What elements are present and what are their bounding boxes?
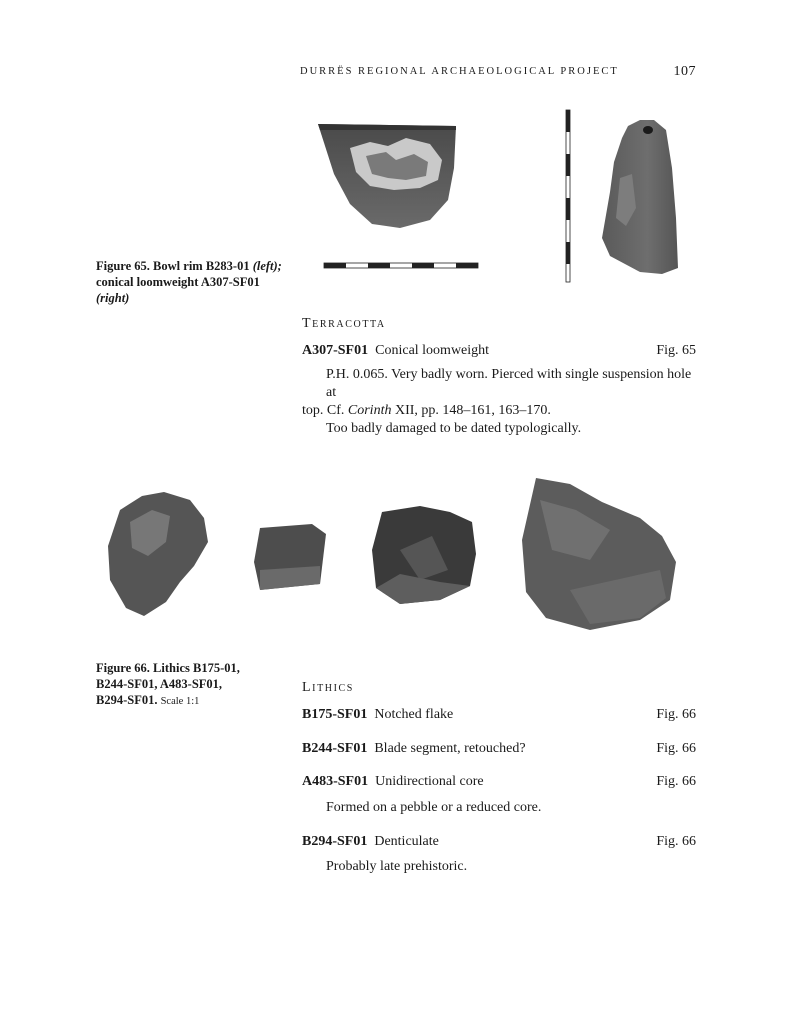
entry-id: B294-SF01 [302,834,368,849]
scale-bar-horizontal [324,263,478,268]
desc-line-1: P.H. 0.065. Very badly worn. Pierced with single suspension hole at [326,367,692,400]
section-heading-lithics: Lithics [302,680,354,695]
entry-fig-ref: Fig. 66 [656,834,696,849]
entry-b294-sf01 [302,833,696,851]
bowl-rim-photo [318,124,456,228]
entry-name: Notched flake [374,707,454,722]
figure-65-caption [96,258,296,306]
loomweight-photo [602,120,678,274]
fig65-caption-italic-2: (right) [96,291,130,305]
entry-id: B244-SF01 [302,741,368,756]
entry-id: B175-SF01 [302,707,368,722]
desc-line-2: top. Cf. Corinth XII, pp. 148–161, 163–170. [302,403,551,418]
fig65-caption-italic-1: (left); [252,259,282,273]
fig65-caption-text-2: conical loomweight A307-SF01 [96,275,260,289]
entry-b244-sf01 [302,740,696,758]
fig66-caption-line-1: Figure 66. Lithics B175-01, [96,661,240,675]
figure-66-photographs [100,470,690,640]
entry-name: Unidirectional core [375,774,484,789]
lithic-a483-photo [372,506,476,604]
fig66-caption-line-2: B244-SF01, A483-SF01, [96,677,223,691]
entry-name: Conical loomweight [375,343,490,358]
entry-a483-sf01 [302,773,696,791]
lithic-b294-photo [522,478,676,630]
page-number: 107 [673,64,696,79]
entry-a307-sf01 [302,342,696,360]
scale-bar-vertical [566,110,570,282]
entry-b294-note: Probably late prehistoric. [326,859,468,874]
entry-name: Blade segment, retouched? [374,741,526,756]
fig66-caption-line-3: B294-SF01. [96,693,158,707]
entry-fig-ref: Fig. 66 [656,741,696,756]
running-head [300,66,696,82]
section-heading-terracotta: Terracotta [302,316,386,331]
terracotta-description [302,366,702,438]
figure-66-caption [96,660,296,710]
entry-b175-sf01 [302,706,696,724]
entry-name: Denticulate [374,834,439,849]
figure-65-photographs [310,108,700,288]
entry-fig-ref: Fig. 65 [656,343,696,358]
lithic-b175-photo [108,492,208,616]
fig65-caption-text-1: Figure 65. Bowl rim B283-01 [96,259,250,273]
entry-fig-ref: Fig. 66 [656,707,696,722]
corinth-italic: Corinth [347,403,392,418]
desc-line-3: Too badly damaged to be dated typologically. [326,421,582,436]
running-head-title: DURRËS REGIONAL ARCHAEOLOGICAL PROJECT [300,66,619,77]
lithic-b244-photo [254,524,326,590]
entry-id: A307-SF01 [302,343,369,358]
entry-a483-note: Formed on a pebble or a reduced core. [326,800,542,815]
entry-fig-ref: Fig. 66 [656,774,696,789]
entry-id: A483-SF01 [302,774,369,789]
fig66-caption-scale: Scale 1:1 [160,696,200,707]
